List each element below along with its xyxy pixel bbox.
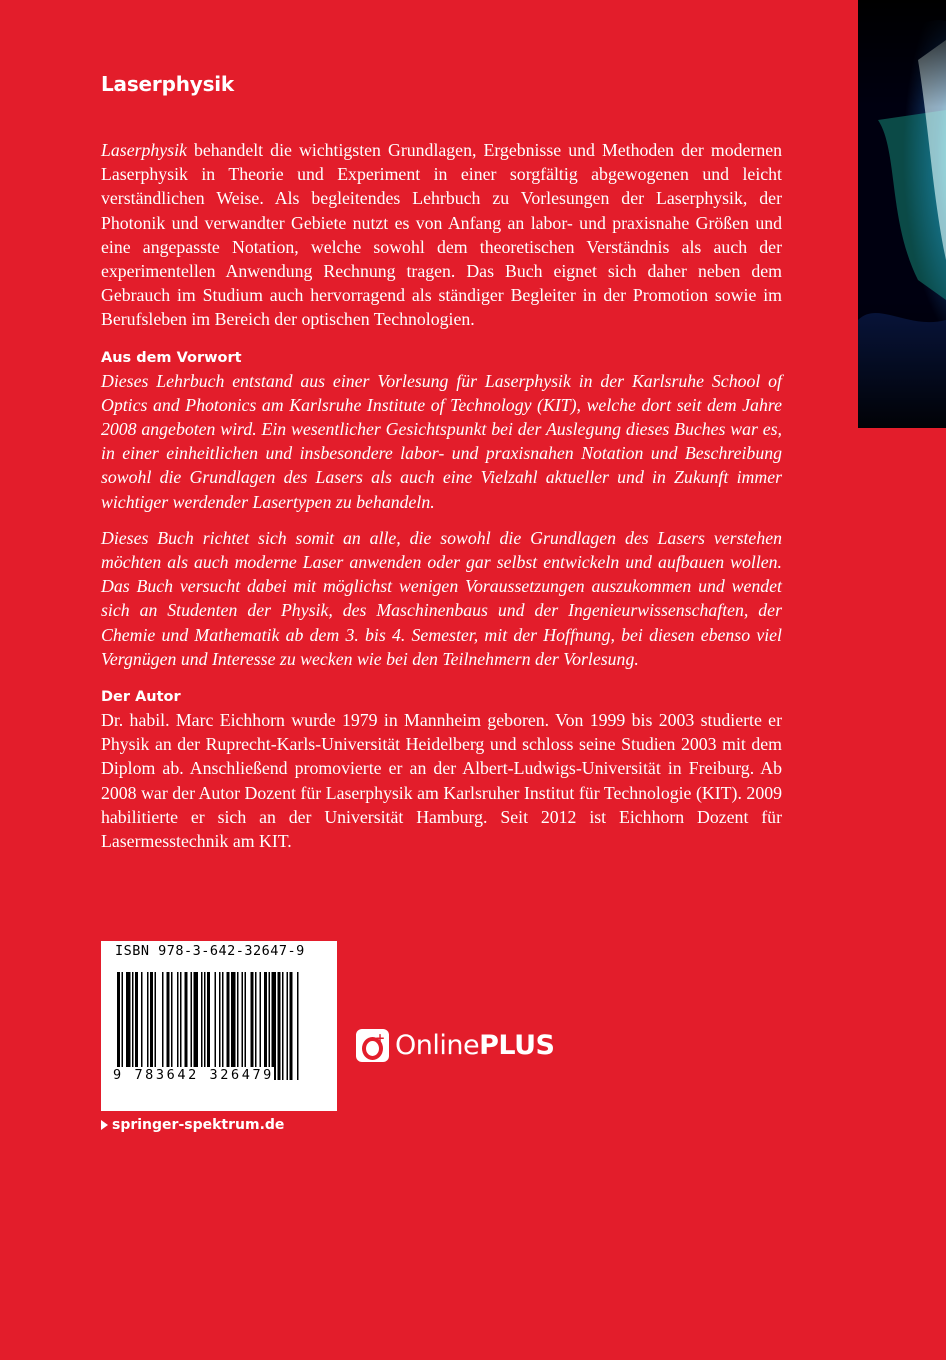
isbn-barcode-box (101, 941, 337, 1111)
barcode-bar (117, 972, 120, 1080)
barcode-bars (101, 968, 337, 1111)
barcode-bar (171, 972, 173, 1080)
barcode-bar (260, 972, 262, 1080)
barcode-bar (272, 972, 277, 1080)
isbn-label: ISBN 978-3-642-32647-9 (115, 943, 305, 959)
author-paragraph: Dr. habil. Marc Eichhorn wurde 1979 in Mannheim geboren. Von 1999 bis 2003 studierte er Physik an der Ruprecht-Karls-Universität Heidelberg und schloss seine Studien 2003 mit dem Diplom ab. Anschließend promovierte er an der Albert-Ludwigs-Universität in Freiburg. Ab 2008 war der Autor Dozent für Laserphysik am Karlsruher Institut für Technologie (KIT). 2009 habilitierte er sich an der Universität Hamburg. Seit 2012 ist Eichhorn Dozent für Lasermesstechnik am KIT. (101, 710, 782, 852)
barcode-bar (231, 972, 236, 1080)
barcode-bar (162, 972, 164, 1080)
publisher-website-text: springer-spektrum.de (112, 1117, 285, 1133)
author-heading: Der Autor (101, 689, 181, 706)
preface-heading: Aus dem Vorwort (101, 349, 242, 366)
barcode-bar (219, 972, 221, 1080)
barcode-bar (282, 972, 284, 1080)
barcode-digits: 9 783642 326479 (113, 1067, 274, 1083)
barcode-bar (222, 972, 224, 1080)
barcode-bar (177, 972, 179, 1080)
intro-emphasis: Laserphysik (101, 140, 187, 160)
barcode-bar (269, 972, 271, 1080)
cover-image-strip (858, 0, 946, 428)
online-plus-icon: + (356, 1029, 389, 1062)
arrow-right-icon (101, 1120, 108, 1130)
publisher-website-link[interactable] (101, 1117, 284, 1133)
barcode-bar (167, 972, 170, 1080)
barcode-bar (237, 972, 239, 1080)
barcode-bar (185, 972, 188, 1080)
barcode-bar (180, 972, 182, 1080)
laser-beam-image (858, 0, 946, 428)
barcode-bar (122, 972, 124, 1080)
barcode-bar (264, 972, 267, 1080)
barcode-bar (207, 972, 210, 1080)
barcode-bar (126, 972, 131, 1080)
barcode-bar (251, 972, 254, 1080)
barcode-bar (278, 972, 281, 1080)
barcode-bar (191, 972, 193, 1080)
barcode-bar (132, 972, 134, 1080)
barcode-bar (242, 972, 244, 1080)
barcode-bar (150, 972, 153, 1080)
barcode-bar (297, 972, 299, 1080)
online-plus-logo (356, 1025, 555, 1065)
online-plus-label (395, 1030, 555, 1061)
book-title: Laserphysik (101, 72, 235, 96)
barcode-bar (290, 972, 293, 1080)
barcode-bar (135, 972, 138, 1080)
barcode-bar (155, 972, 157, 1080)
preface-paragraph-2: Dieses Buch richtet sich somit an alle, die sowohl die Grundlagen des Lasers verstehen möchten als auch moderne Laser anwenden oder gar selbst entwickeln und aufbauen wollen. Das Buch versucht dabei mit möglichst wenigen Voraussetzungen auszukommen und wendet sich an Studenten der Physik, des Maschinenbaus und der Ingenieurwissenschaften, der Chemie und Mathematik ab dem 3. bis 4. Semester, mit der Hoffnung, bei diesen ebenso viel Vergnügen und Interesse zu wecken wie bei den Teilnehmern der Vorlesung. (101, 527, 782, 669)
intro-text: behandelt die wichtigsten Grundlagen, Ergebnisse und Methoden der modernen Laserphysik in Theorie und Experiment in einer sorgfältig abgewogenen und leicht verständlichen Weise. Als begleitendes Lehrbuch zu Vorlesungen der Laserphysik, der Photonik und verwandter Gebiete nutzt es von Anfang an labor- und praxisnahe Größen und eine angepasste Notation, welche sowohl dem theoretischen Verständnis als auch der experimentellen Anwendung Rechnung tragen. Das Buch eignet sich daher neben dem Gebrauch im Studium auch hervorragend als ständiger Begleiter in der Promotion sowie im Berufsleben im Bereich der optischen Technologien. (101, 140, 782, 330)
intro-paragraph (101, 138, 782, 332)
barcode-bar (147, 972, 149, 1080)
online-plus-word-2: PLUS (479, 1029, 555, 1061)
barcode-bar (204, 972, 206, 1080)
barcode-bar (215, 972, 217, 1080)
barcode-bar (287, 972, 289, 1080)
back-cover-text (101, 72, 782, 853)
barcode-bar (201, 972, 203, 1080)
barcode-bar (255, 972, 257, 1080)
preface-paragraph-1: Dieses Lehrbuch entstand aus einer Vorlesung für Laserphysik in der Karlsruhe School of Optics and Photonics am Karlsruhe Institute of Technology (KIT), welche dort seit dem Jahre 2008 angeboten wird. Ein wesentlicher Gesichtspunkt bei der Auslegung dieses Buches war es, in einer einheitlichen und insbesondere labor- und praxisnahen Notation und Beschreibung sowohl die Grundlagen des Lasers als auch eine Vielzahl aktueller und in Zukunft immer wichtiger werdender Lasertypen zu behandeln. (101, 370, 782, 512)
barcode (101, 968, 337, 1111)
barcode-bar (245, 972, 247, 1080)
barcode-bar (227, 972, 230, 1080)
online-plus-word-1: Online (395, 1029, 480, 1061)
barcode-bar (141, 972, 143, 1080)
barcode-bar (194, 972, 199, 1080)
